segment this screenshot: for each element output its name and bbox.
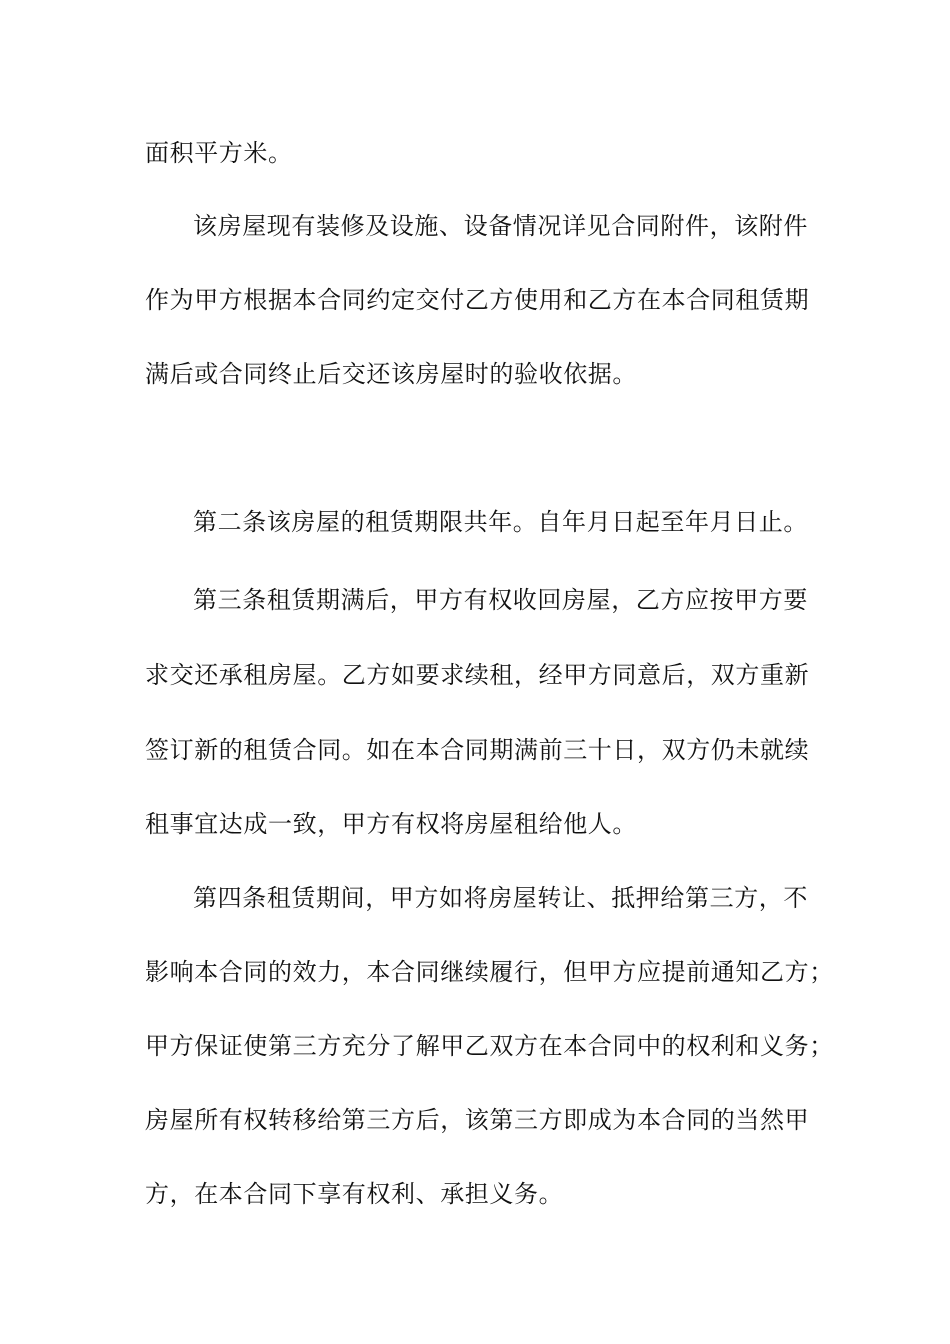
paragraph-start-line: 该房屋现有装修及设施、设备情况详见合同附件，该附件 <box>193 212 808 240</box>
text-line: 影响本合同的效力，本合同继续履行，但甲方应提前通知乙方； <box>145 958 834 986</box>
text-line: 签订新的租赁合同。如在本合同期满前三十日，双方仍未就续 <box>145 736 810 764</box>
article-3-line: 第三条租赁期满后，甲方有权收回房屋，乙方应按甲方要 <box>193 586 808 614</box>
text-line: 租事宜达成一致，甲方有权将房屋租给他人。 <box>145 810 637 838</box>
text-line: 方，在本合同下享有权利、承担义务。 <box>145 1180 564 1208</box>
text-line: 求交还承租房屋。乙方如要求续租，经甲方同意后，双方重新 <box>145 661 810 689</box>
text-line: 满后或合同终止后交还该房屋时的验收依据。 <box>145 360 637 388</box>
text-line: 房屋所有权转移给第三方后，该第三方即成为本合同的当然甲 <box>145 1106 810 1134</box>
text-line: 面积平方米。 <box>145 139 293 167</box>
article-4-line: 第四条租赁期间，甲方如将房屋转让、抵押给第三方，不 <box>193 884 808 912</box>
text-line: 作为甲方根据本合同约定交付乙方使用和乙方在本合同租赁期 <box>145 286 810 314</box>
article-2-line: 第二条该房屋的租赁期限共年。自年月日起至年月日止。 <box>193 508 808 536</box>
text-line: 甲方保证使第三方充分了解甲乙双方在本合同中的权利和义务； <box>145 1032 834 1060</box>
